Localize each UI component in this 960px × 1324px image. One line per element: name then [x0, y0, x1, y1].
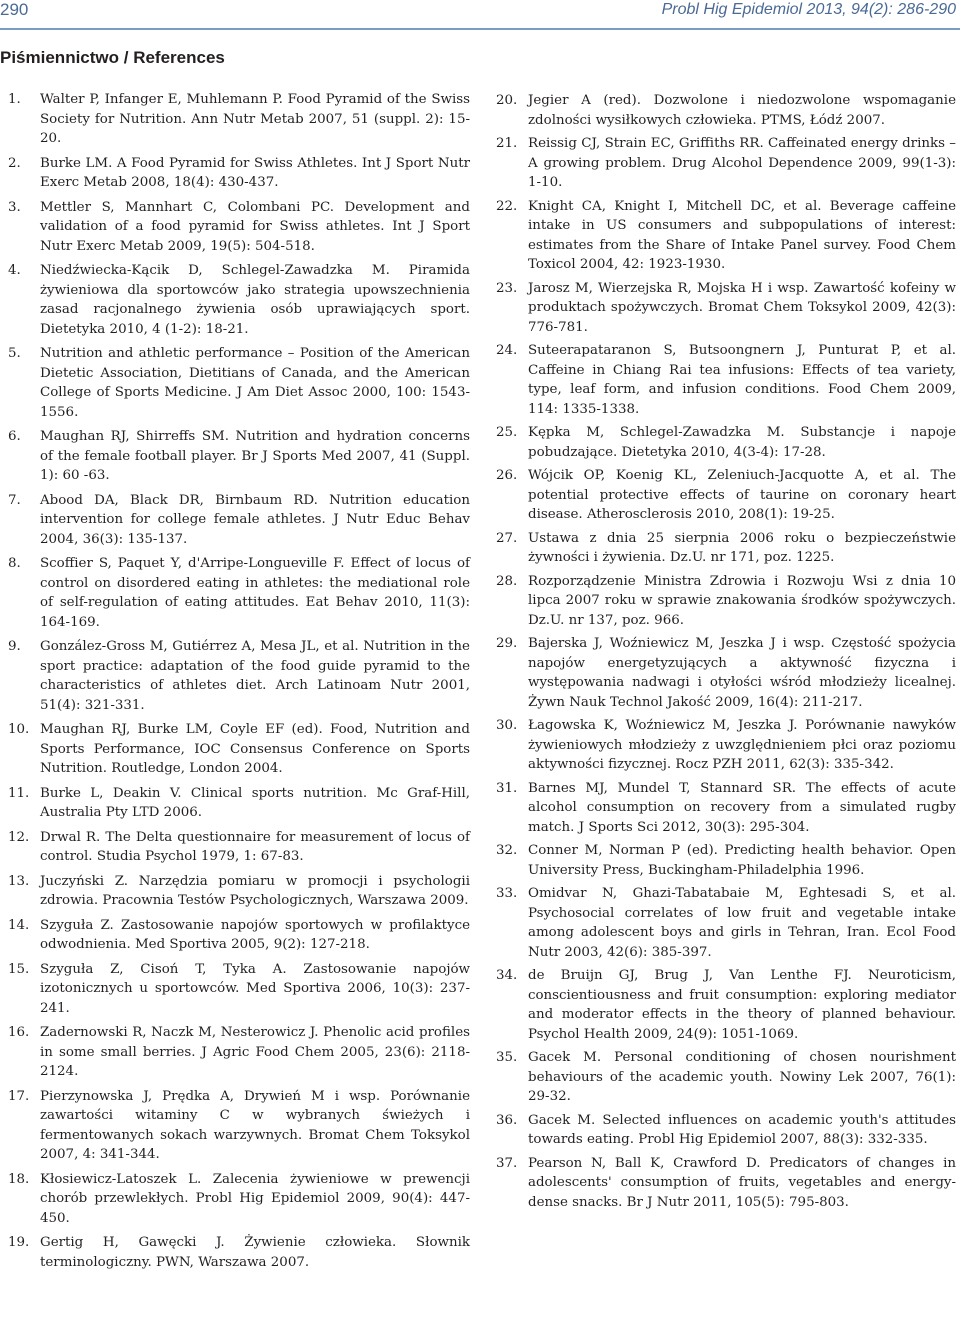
page-header [0, 0, 960, 30]
reference-number: 9. [8, 639, 21, 654]
reference-number: 32. [496, 843, 518, 858]
reference-number: 26. [496, 468, 518, 483]
reference-text: Pearson N, Ball K, Crawford D. Predicators of changes in adolescents' consumption of fruits, vegetables and energy-dense snacks. Br J Nutr 2011, 105(5): 795-803. [528, 1155, 956, 1210]
reference-item [496, 966, 956, 1044]
reference-number: 17. [8, 1088, 30, 1104]
reference-item [496, 779, 956, 838]
reference-item [496, 529, 956, 568]
reference-text: Pierzynowska J, Prędka A, Drywień M i wsp. Porównanie zawartości witaminy C w wybranych świeżych i fermentowanych sokach warzywnych. Bromat Chem Toksykol 2007, 4: 341-344. [40, 1088, 470, 1162]
reference-number: 19. [8, 1235, 30, 1250]
reference-item [0, 344, 470, 422]
reference-item [0, 1233, 470, 1272]
reference-number: 24. [496, 343, 518, 358]
reference-text: Omidvar N, Ghazi-Tabatabaie M, Eghtesadi S, et al. Psychosocial correlates of low fruit and vegetable intake among adolescent boys and girls in Tehran, Iran. Ecol Food Nutr 2003, 42(6): 385-397. [528, 886, 956, 960]
reference-text: Gertig H, Gawęcki J. Żywienie człowieka. Słownik terminologiczny. PWN, Warszawa 2007. [40, 1235, 470, 1270]
reference-number: 16. [8, 1025, 30, 1040]
reference-text: Kłosiewicz-Latoszek L. Zalecenia żywieniowe w prewencji chorób przewlekłych. Probl Hig Epidemiol 2009, 90(4): 447-450. [40, 1171, 470, 1226]
reference-number: 14. [8, 917, 30, 933]
reference-text: Maughan RJ, Burke LM, Coyle EF (ed). Food, Nutrition and Sports Performance, IOC Consensus Conference on Sports Nutrition. Routledge, London 2004. [40, 722, 470, 776]
reference-item [496, 1048, 956, 1107]
reference-number: 2. [8, 155, 21, 171]
reference-number: 18. [8, 1171, 30, 1187]
reference-text: Nutrition and athletic performance – Position of the American Dietetic Association, Dietitians of Canada, and the American College of Sports Medicine. J Am Diet Assoc 2000, 100: 1543-1556. [40, 346, 470, 420]
reference-item [0, 261, 470, 339]
reference-item [0, 90, 470, 149]
reference-item [496, 572, 956, 631]
reference-item [496, 197, 956, 275]
reference-text: Suteerapataranon S, Butsoongnern J, Punturat P, et al. Caffeine in Chiang Rai tea infusions: Effects of tea variety, type, leaf form, and infusion conditions. Food Chem 2009, 114: 1335-1338. [528, 343, 956, 417]
reference-item [496, 423, 956, 462]
reference-text: Łagowska K, Woźniewicz M, Jeszka J. Porównanie nawyków żywieniowych młodzieży z uwzględnieniem płci oraz poziomu aktywności fizycznej. Rocz PZH 2011, 62(3): 335-342. [528, 718, 956, 772]
reference-text: Mettler S, Mannhart C, Colombani PC. Development and validation of a food pyramid for Swiss athletes. Int J Sport Nutr Exerc Metab 2009, 19(5): 504-518. [40, 199, 470, 254]
reference-text: Abood DA, Black DR, Birnbaum RD. Nutrition education intervention for college female athletes. J Nutr Educ Behav 2004, 36(3): 135-137. [40, 492, 470, 547]
reference-text: Scoffier S, Paquet Y, d'Arripe-Longueville F. Effect of locus of control on disordered eating in athletes: the mediational role of self-regulation of eating attitudes. Eat Behav 2010, 11(3): 164-169. [40, 556, 470, 630]
reference-number: 29. [496, 636, 518, 651]
reference-text: González-Gross M, Gutiérrez A, Mesa JL, et al. Nutrition in the sport practice: adaptation of the food guide pyramid to the characteristics of athletes diet. Arch Latinoam Nutr 2001, 51(4): 321-331. [40, 639, 470, 713]
reference-number: 20. [496, 93, 518, 108]
reference-item [0, 154, 470, 193]
reference-item [496, 91, 956, 130]
reference-item [0, 198, 470, 257]
reference-text: Jarosz M, Wierzejska R, Mojska H i wsp. Zawartość kofeiny w produktach spożywczych. Bromat Chem Toksykol 2009, 42(3): 776-781. [528, 280, 956, 335]
reference-item [0, 828, 470, 867]
references-left-column [0, 90, 470, 1277]
reference-item [0, 1087, 470, 1165]
reference-number: 34. [496, 968, 518, 983]
reference-number: 12. [8, 829, 30, 845]
reference-number: 4. [8, 263, 21, 278]
reference-item [0, 1170, 470, 1229]
reference-item [0, 637, 470, 715]
reference-number: 36. [496, 1112, 518, 1128]
reference-item [0, 784, 470, 823]
reference-text: Kępka M, Schlegel-Zawadzka M. Substancje i napoje pobudzające. Dietetyka 2010, 4(3-4): 17-28. [528, 425, 956, 460]
reference-text: Burke LM. A Food Pyramid for Swiss Athletes. Int J Sport Nutr Exerc Metab 2008, 18(4): 430-437. [40, 155, 470, 190]
reference-number: 13. [8, 873, 30, 889]
references-right-column [496, 91, 956, 1216]
reference-number: 30. [496, 718, 518, 733]
reference-text: de Bruijn GJ, Brug J, Van Lenthe FJ. Neuroticism, conscientiousness and fruit consumption: exploring mediator and moderator effects in the theory of planned behaviour. Psychol Health 2009, 24(9): 1051-1069. [528, 968, 956, 1042]
page-number: 290 [0, 0, 29, 19]
reference-number: 25. [496, 425, 518, 440]
reference-number: 37. [496, 1155, 518, 1171]
reference-number: 35. [496, 1050, 518, 1065]
reference-item [0, 1023, 470, 1082]
reference-text: Burke L, Deakin V. Clinical sports nutrition. Mc Graf-Hill, Australia Pty LTD 2006. [40, 785, 470, 820]
reference-item [496, 1111, 956, 1150]
reference-text: Conner M, Norman P (ed). Predicting health behavior. Open University Press, Buckingham-Philadelphia 1996. [528, 843, 956, 878]
reference-item [496, 466, 956, 525]
reference-number: 1. [8, 92, 21, 107]
journal-citation: Probl Hig Epidemiol 2013, 94(2): 286-290 [661, 1, 956, 18]
reference-item [496, 341, 956, 419]
reference-number: 8. [8, 556, 21, 571]
reference-text: Niedźwiecka-Kącik D, Schlegel-Zawadzka M. Piramida żywieniowa dla sportowców jako strategia upowszechnienia zasad racjonalnego żywienia osób uprawiających sport. Dietetyka 2010, 4 (1-2): 18-21. [40, 263, 470, 337]
section-title: Piśmiennictwo / References [0, 48, 225, 67]
reference-number: 31. [496, 780, 518, 796]
reference-text: Maughan RJ, Shirreffs SM. Nutrition and hydration concerns of the female football player. Br J Sports Med 2007, 41 (Suppl. 1): 60 -63. [40, 429, 470, 483]
reference-text: Zadernowski R, Naczk M, Nesterowicz J. Phenolic acid profiles in some small berries. J Agric Food Chem 2005, 23(6): 2118-2124. [40, 1025, 470, 1079]
reference-text: Rozporządzenie Ministra Zdrowia i Rozwoju Wsi z dnia 10 lipca 2007 roku w sprawie znakowania środków spożywczych. Dz.U. nr 137, poz. 966. [528, 573, 956, 628]
reference-number: 22. [496, 198, 518, 214]
reference-text: Szyguła Z. Zastosowanie napojów sportowych w profilaktyce odwodnienia. Med Sportiva 2005, 9(2): 127-218. [40, 917, 470, 952]
reference-text: Walter P, Infanger E, Muhlemann P. Food Pyramid of the Swiss Society for Nutrition. Ann Nutr Metab 2007, 51 (suppl. 2): 15-20. [40, 92, 470, 146]
reference-item [0, 960, 470, 1019]
reference-item [496, 841, 956, 880]
reference-number: 23. [496, 280, 518, 296]
reference-item [0, 427, 470, 486]
reference-number: 33. [496, 886, 518, 901]
reference-number: 11. [8, 785, 30, 801]
reference-number: 15. [8, 961, 30, 977]
reference-text: Reissig CJ, Strain EC, Griffiths RR. Caffeinated energy drinks – A growing problem. Drug Alcohol Dependence 2009, 99(1-3): 1-10. [528, 136, 956, 190]
reference-item [0, 916, 470, 955]
reference-text: Bajerska J, Woźniewicz M, Jeszka J i wsp. Częstość spożycia napojów energetyzujących a aktywność fizyczna i występowania nadwagi i otyłości wśród młodzieży licealnej. Żywn Nauk Technol Jakość 2009, 16(4): 211-217. [528, 636, 956, 710]
reference-item [496, 634, 956, 712]
reference-text: Wójcik OP, Koenig KL, Zeleniuch-Jacquotte A, et al. The potential protective effects of taurine on coronary heart disease. Atherosclerosis 2010, 208(1): 19-25. [528, 468, 956, 522]
reference-item [0, 554, 470, 632]
reference-item [0, 720, 470, 779]
reference-item [0, 491, 470, 550]
reference-text: Szyguła Z, Cisoń T, Tyka A. Zastosowanie napojów izotonicznych u sportowców. Med Sportiva 2006, 10(3): 237-241. [40, 961, 470, 1016]
reference-text: Knight CA, Knight I, Mitchell DC, et al. Beverage caffeine intake in US consumers and subpopulations of interest: estimates from the Share of Intake Panel survey. Food Chem Toxicol 2004, 42: 1923-1930. [528, 198, 956, 272]
reference-text: Jegier A (red). Dozwolone i niedozwolone wspomaganie zdolności wysiłkowych człowieka. PTMS, Łódź 2007. [528, 93, 956, 128]
reference-item [496, 1154, 956, 1213]
header-rule [0, 28, 960, 30]
reference-number: 28. [496, 573, 518, 589]
reference-item [496, 716, 956, 775]
reference-item [496, 884, 956, 962]
reference-text: Juczyński Z. Narzędzia pomiaru w promocji i psychologii zdrowia. Pracownia Testów Psychologicznych, Warszawa 2009. [40, 873, 470, 908]
reference-number: 3. [8, 199, 21, 215]
reference-number: 21. [496, 136, 518, 151]
reference-number: 10. [8, 722, 30, 737]
reference-text: Ustawa z dnia 25 sierpnia 2006 roku o bezpieczeństwie żywności i żywienia. Dz.U. nr 171, poz. 1225. [528, 530, 956, 565]
reference-number: 7. [8, 492, 21, 508]
reference-text: Barnes MJ, Mundel T, Stannard SR. The effects of acute alcohol consumption on recovery from a simulated rugby match. J Sports Sci 2012, 30(3): 295-304. [528, 780, 956, 835]
reference-item [496, 134, 956, 193]
reference-number: 27. [496, 530, 518, 546]
reference-number: 6. [8, 429, 21, 444]
reference-number: 5. [8, 346, 21, 361]
reference-item [0, 872, 470, 911]
reference-text: Drwal R. The Delta questionnaire for measurement of locus of control. Studia Psychol 1979, 1: 67-83. [40, 829, 470, 864]
reference-text: Gacek M. Selected influences on academic youth's attitudes towards eating. Probl Hig Epidemiol 2007, 88(3): 332-335. [528, 1112, 956, 1147]
reference-item [496, 279, 956, 338]
reference-text: Gacek M. Personal conditioning of chosen nourishment behaviours of the academic youth. Nowiny Lek 2007, 76(1): 29-32. [528, 1050, 956, 1104]
